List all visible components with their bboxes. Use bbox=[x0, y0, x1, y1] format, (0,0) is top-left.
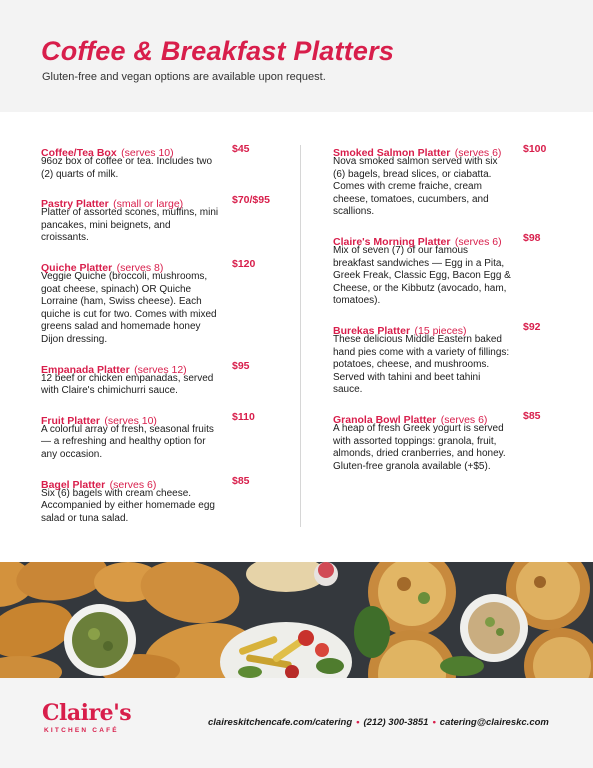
item-serves: (serves 10) bbox=[121, 147, 174, 159]
item-price: $70/$95 bbox=[232, 194, 270, 207]
item-description: These delicious Middle Eastern baked hand pies come with a variety of fillings: potatoes, cheese, and mushrooms. Served with tahini and beet tahini sauce. bbox=[333, 333, 510, 396]
item-name: Granola Bowl Platter bbox=[333, 413, 437, 426]
menu-item-claires-morning-platter bbox=[333, 232, 573, 308]
separator-dot: • bbox=[432, 717, 436, 728]
item-price: $98 bbox=[523, 231, 541, 244]
brand-logo-subtext: KITCHEN CAFÉ bbox=[44, 727, 119, 734]
menu-item-coffee-tea-box bbox=[41, 143, 281, 181]
item-description: 12 beef or chicken empanadas, served with Claire's chimichurri sauce. bbox=[41, 372, 214, 397]
item-serves: (small or large) bbox=[113, 198, 184, 211]
item-name: Coffee/Tea Box bbox=[41, 147, 117, 159]
item-price: $95 bbox=[232, 359, 250, 372]
item-name: Empanada Platter bbox=[41, 363, 130, 376]
item-description: Nova smoked salmon served with six (6) bagels, bread slices, or ciabatta. Comes with creme fraiche, cream cheese, tomatoes, cucumbers, and scallions. bbox=[333, 156, 498, 218]
item-price: $100 bbox=[523, 143, 547, 155]
item-name: Burekas Platter bbox=[333, 324, 411, 337]
menu-item-quiche-platter bbox=[41, 258, 281, 347]
menu-item-burekas-platter bbox=[333, 321, 573, 397]
food-photo bbox=[0, 562, 593, 678]
phone-link[interactable]: (212) 300-3851 bbox=[363, 717, 429, 728]
item-description: A colorful array of fresh, seasonal fruits — a refreshing and healthy option for any occasion. bbox=[41, 423, 214, 460]
item-description: Veggie Quiche (broccoli, mushrooms, goat cheese, spinach) OR Quiche Lorraine (ham, Swiss cheese). Each quiche is cut for two. Comes with mixed greens salad and homemade honey Dijon dressing. bbox=[41, 270, 217, 345]
item-description: 96oz box of coffee or tea. Includes two (2) quarts of milk. bbox=[41, 156, 213, 180]
item-serves: (serves 6) bbox=[454, 147, 502, 159]
item-description: Platter of assorted scones, muffins, mini pancakes, mini beignets, and croissants. bbox=[41, 207, 219, 244]
contact-line bbox=[208, 717, 549, 728]
item-serves: (serves 6) bbox=[454, 235, 502, 248]
page-subtitle: Gluten-free and vegan options are available upon request. bbox=[42, 71, 326, 83]
item-serves: (serves 6) bbox=[440, 413, 488, 426]
item-name: Fruit Platter bbox=[41, 414, 100, 427]
menu-column-left bbox=[41, 143, 281, 538]
item-price: $92 bbox=[523, 320, 541, 333]
item-description: Mix of seven (7) of our famous breakfast sandwiches — Egg in a Pita, Greek Freak, Classic Egg, Bacon Egg & Cheese, or the Kibbutz (avocado, ham, tomatoes). bbox=[333, 244, 511, 307]
item-description: A heap of fresh Greek yogurt is served with assorted toppings: granola, fruit, almonds, dried cranberries, and honey. Gluten-free granola available (+$5). bbox=[333, 422, 506, 472]
menu-item-fruit-platter bbox=[41, 411, 281, 462]
website-link[interactable]: claireskitchencafe.com/catering bbox=[208, 717, 353, 728]
item-serves: (serves 8) bbox=[116, 261, 164, 274]
item-name: Bagel Platter bbox=[41, 478, 106, 491]
menu-item-granola-bowl-platter bbox=[333, 410, 573, 473]
item-serves: (15 pieces) bbox=[414, 324, 467, 337]
item-name: Claire's Morning Platter bbox=[333, 235, 451, 248]
column-divider bbox=[300, 145, 301, 527]
brand-logo[interactable]: Claire's bbox=[42, 700, 132, 726]
item-price: $120 bbox=[232, 257, 256, 270]
menu-item-bagel-platter bbox=[41, 475, 281, 526]
item-serves: (serves 6) bbox=[109, 478, 157, 491]
item-price: $85 bbox=[523, 409, 541, 422]
item-serves: (serves 10) bbox=[104, 414, 157, 427]
item-price: $110 bbox=[232, 410, 255, 423]
separator-dot: • bbox=[356, 717, 360, 728]
item-serves: (serves 12) bbox=[134, 363, 187, 376]
email-link[interactable]: catering@claireskc.com bbox=[439, 717, 549, 728]
menu-item-pastry-platter bbox=[41, 194, 281, 245]
menu-item-empanada-platter bbox=[41, 360, 281, 398]
item-price: $45 bbox=[232, 143, 250, 155]
item-name: Pastry Platter bbox=[41, 198, 109, 211]
item-name: Smoked Salmon Platter bbox=[333, 147, 451, 159]
item-name: Quiche Platter bbox=[41, 261, 113, 274]
item-description: Six (6) bagels with cream cheese. Accompanied by either homemade egg salad or tuna salad. bbox=[41, 487, 215, 524]
item-price: $85 bbox=[232, 474, 250, 487]
menu-column-right bbox=[333, 143, 573, 486]
menu-item-smoked-salmon-platter bbox=[333, 143, 573, 219]
page-title: Coffee & Breakfast Platters bbox=[41, 36, 395, 66]
